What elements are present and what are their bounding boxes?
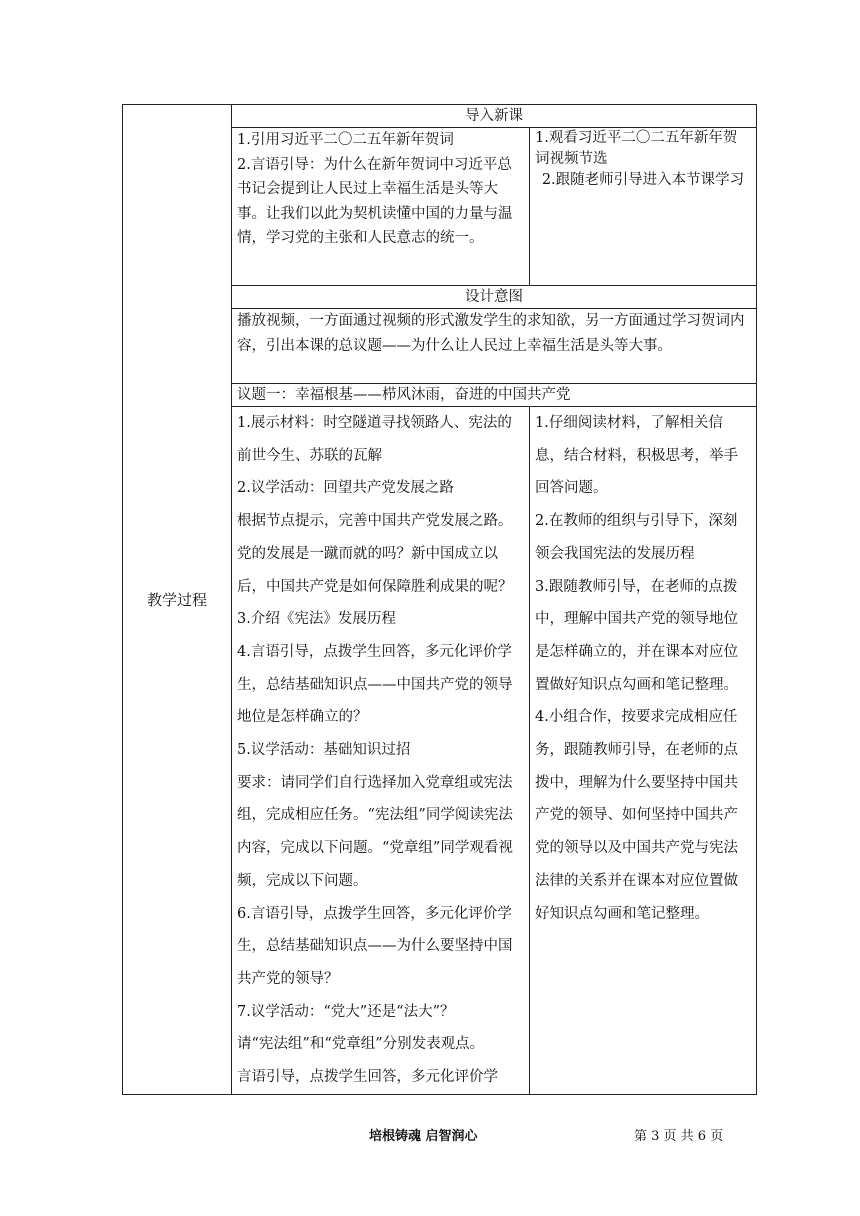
teaching-process-label: 教学过程 — [123, 105, 232, 1095]
topic-student-cell — [530, 407, 757, 1095]
topic-teacher-item: 言语引导，点拨学生回答，多元化评价学 — [237, 1069, 498, 1086]
section-header-design: 设计意图 — [232, 286, 757, 309]
intro-teacher-item: 2.言语引导：为什么在新年贺词中习近平总书记会提到让人民过上幸福生活是头等大事。让我们以此为契机读懂中国的力量与温情，学习党的主张和人民意志的统一。 — [237, 156, 513, 246]
topic-student-item: 2.在教师的组织与引导下，深刻领会我国宪法的发展历程 — [535, 513, 738, 562]
topic-teacher-item: 4.言语引导，点拨学生回答，多元化评价学生，总结基础知识点——中国共产党的领导地位是怎样确立的？ — [237, 643, 513, 726]
intro-student-cell — [530, 128, 757, 286]
intro-teacher-item: 1.引用习近平二〇二五年新年贺词 — [237, 132, 454, 148]
footer-motto: 培根铸魂 启智润心 — [369, 1129, 478, 1144]
topic-student-item: 4.小组合作，按要求完成相应任务，跟随教师引导，在老师的点拨中，理解为什么要坚持中国共产党的领导、如何坚持中国共产党的领导以及中国共产党与宪法法律的关系并在课本对应位置做好知识点勾画和笔记整理。 — [535, 709, 738, 922]
topic-teacher-item: 要求：请同学们自行选择加入党章组或宪法组，完成相应任务。“宪法组”同学阅读宪法内容，完成以下问题。“党章组”同学观看视频，完成以下问题。 — [237, 774, 513, 889]
topic-teacher-item: 请“宪法组”和“党章组”分别发表观点。 — [237, 1036, 485, 1053]
page-number: 第 3 页 共 6 页 — [634, 1129, 724, 1144]
topic-teacher-item: 5.议学活动：基础知识过招 — [237, 742, 411, 759]
design-intent-text: 播放视频，一方面通过视频的形式激发学生的求知欲，另一方面通过学习贺词内容，引出本课的总议题——为什么让人民过上幸福生活是头等大事。 — [232, 309, 757, 384]
section-header-intro: 导入新课 — [232, 105, 757, 128]
topic-one-header: 议题一：幸福根基——栉风沐雨，奋进的中国共产党 — [232, 384, 757, 407]
topic-teacher-item: 3.介绍《宪法》发展历程 — [237, 611, 396, 628]
topic-student-item: 1.仔细阅读材料，了解相关信息，结合材料，积极思考，举手回答问题。 — [535, 415, 738, 497]
intro-student-item: 1.观看习近平二〇二五年新年贺词视频节选 — [535, 130, 738, 167]
intro-teacher-cell — [232, 128, 530, 286]
topic-teacher-cell — [232, 407, 530, 1095]
topic-teacher-item: 6.言语引导，点拨学生回答，多元化评价学生，总结基础知识点——为什么要坚持中国共产党的领导？ — [237, 905, 513, 987]
topic-teacher-item: 2.议学活动：回望共产党发展之路 — [237, 480, 454, 497]
topic-student-item: 3.跟随教师引导，在老师的点拨中，理解中国共产党的领导地位是怎样确立的，并在课本对应位置做好知识点勾画和笔记整理。 — [535, 578, 738, 693]
topic-teacher-item: 1.展示材料：时空隧道寻找领路人、宪法的前世今生、苏联的瓦解 — [237, 415, 512, 464]
topic-teacher-item: 根据节点提示，完善中国共产党发展之路。党的发展是一蹴而就的吗？新中国成立以后，中国共产党是如何保障胜利成果的呢？ — [237, 513, 513, 595]
lesson-plan-table — [122, 104, 757, 1095]
topic-teacher-item: 7.议学活动：“党大”还是“法大”？ — [237, 1003, 455, 1020]
intro-student-item: 2.跟随老师引导进入本节课学习 — [541, 172, 745, 188]
